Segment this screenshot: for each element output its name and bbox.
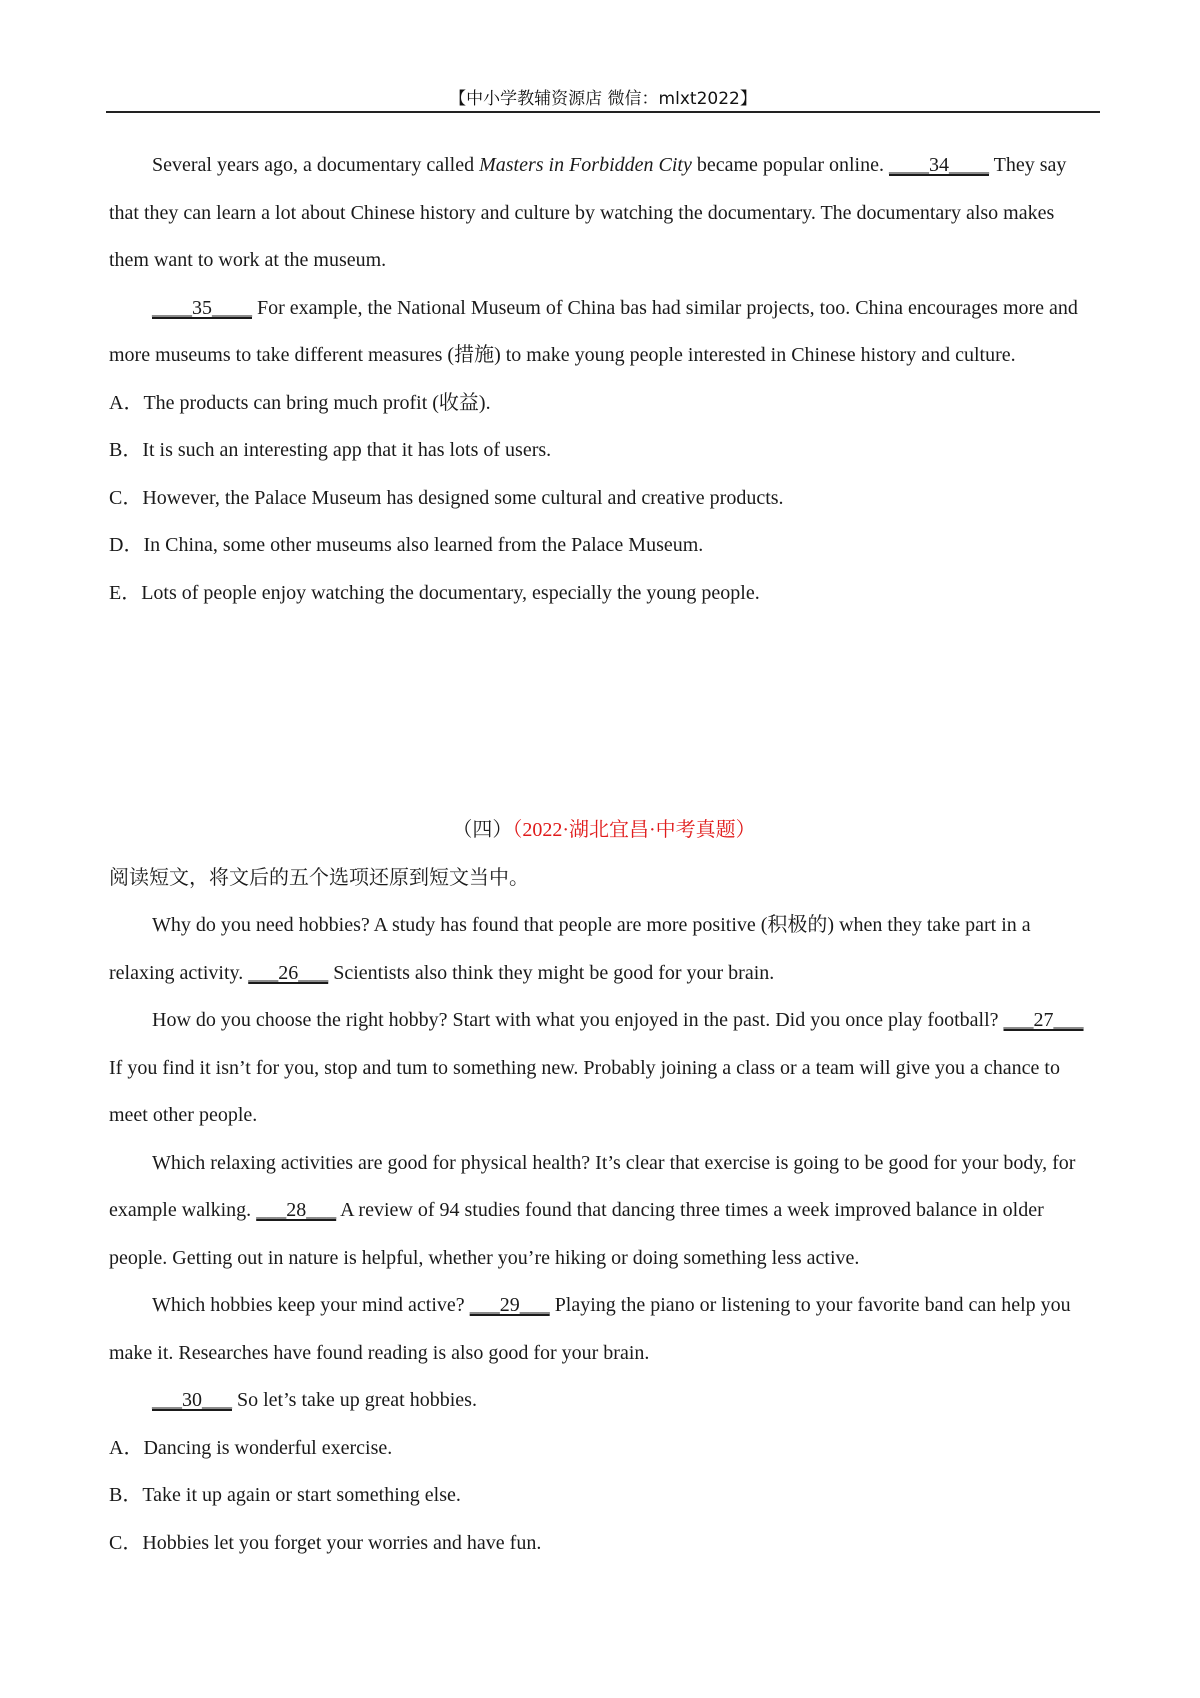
passage3-paragraph-2 bbox=[109, 285, 1099, 380]
passage4-option-c: C．Hobbies let you forget your worries and have fun. bbox=[109, 1531, 542, 1554]
text-segment: Playing the piano or listening to your favorite band can help you make it. Researches have found reading is also good for your brain. bbox=[109, 1294, 1071, 1364]
blank-35[interactable]: ____35____ bbox=[152, 296, 252, 319]
document-body bbox=[109, 142, 1099, 1567]
blank-27[interactable]: ___27___ bbox=[1003, 1009, 1084, 1031]
text-segment: A review of 94 studies found that dancing three times a week improved balance in older people. Getting out in nature is helpful, whether you’re hiking or doing something less active. bbox=[109, 1199, 1044, 1269]
blank-28[interactable]: ___28___ bbox=[256, 1199, 337, 1221]
passage4-paragraph-1 bbox=[109, 902, 1099, 997]
documentary-title: Masters in Forbidden City bbox=[479, 154, 692, 176]
blank-26[interactable]: ___26___ bbox=[248, 961, 329, 984]
passage3-option-c: C．However, the Palace Museum has designed some cultural and creative products. bbox=[109, 486, 784, 509]
passage3-option-e: E．Lots of people enjoy watching the documentary, especially the young people. bbox=[109, 581, 760, 604]
passage4-option-b: B．Take it up again or start something else. bbox=[109, 1484, 461, 1506]
passage3-option-b: B．It is such an interesting app that it has lots of users. bbox=[109, 439, 552, 461]
passage3-option-d: D．In China, some other museums also learned from the Palace Museum. bbox=[109, 534, 704, 556]
passage3-paragraph-1 bbox=[109, 142, 1099, 285]
header-rule bbox=[106, 111, 1100, 113]
section-spacer bbox=[109, 617, 1099, 807]
passage3-option-a: A．The products can bring much profit (收益). bbox=[109, 391, 491, 414]
passage4-paragraph-4 bbox=[109, 1282, 1099, 1377]
text-segment: Which hobbies keep your mind active? bbox=[152, 1294, 470, 1316]
passage4-paragraph-3 bbox=[109, 1140, 1099, 1283]
text-segment: Scientists also think they might be good for your brain. bbox=[328, 961, 775, 984]
page-header: 【中小学教辅资源店 微信：mlxt2022】 bbox=[449, 89, 757, 109]
text-segment: If you find it isn’t for you, stop and tum to something new. Probably joining a class or a team will give you a chance to meet other people. bbox=[109, 1056, 1060, 1126]
text-segment: For example, the National Museum of China bas had similar projects, too. China encourages more and more museums to take different measures (措施) to make young people interested in Chinese history and culture. bbox=[109, 296, 1078, 366]
blank-29[interactable]: ___29___ bbox=[469, 1294, 550, 1316]
text-segment: Several years ago, a documentary called bbox=[152, 154, 480, 176]
text-segment: How do you choose the right hobby? Start with what you enjoyed in the past. Did you once play football? bbox=[152, 1009, 1004, 1031]
blank-30[interactable]: ___30___ bbox=[152, 1389, 232, 1411]
passage4-paragraph-2 bbox=[109, 997, 1099, 1140]
section-number: （四） bbox=[452, 819, 513, 841]
passage4-option-a: A．Dancing is wonderful exercise. bbox=[109, 1436, 393, 1459]
section-instruction: 阅读短文，将文后的五个选项还原到短文当中。 bbox=[109, 866, 529, 889]
text-segment: became popular online. bbox=[691, 154, 889, 176]
section-title bbox=[109, 807, 1099, 855]
text-segment: Which relaxing activities are good for physical health? It’s clear that exercise is going to be good for your body, for example walking. bbox=[109, 1151, 1076, 1221]
exam-source: （2022·湖北宜昌·中考真题） bbox=[512, 819, 756, 841]
blank-34[interactable]: ____34____ bbox=[889, 154, 989, 176]
text-segment: So let’s take up great hobbies. bbox=[232, 1389, 477, 1411]
text-segment: Why do you need hobbies? A study has found that people are more positive (积极的) when they take part in a relaxing activity. bbox=[109, 914, 1031, 984]
text-segment: They say that they can learn a lot about Chinese history and culture by watching the documentary. The documentary also makes them want to work at the museum. bbox=[109, 154, 1067, 271]
passage4-paragraph-5 bbox=[109, 1377, 1099, 1425]
